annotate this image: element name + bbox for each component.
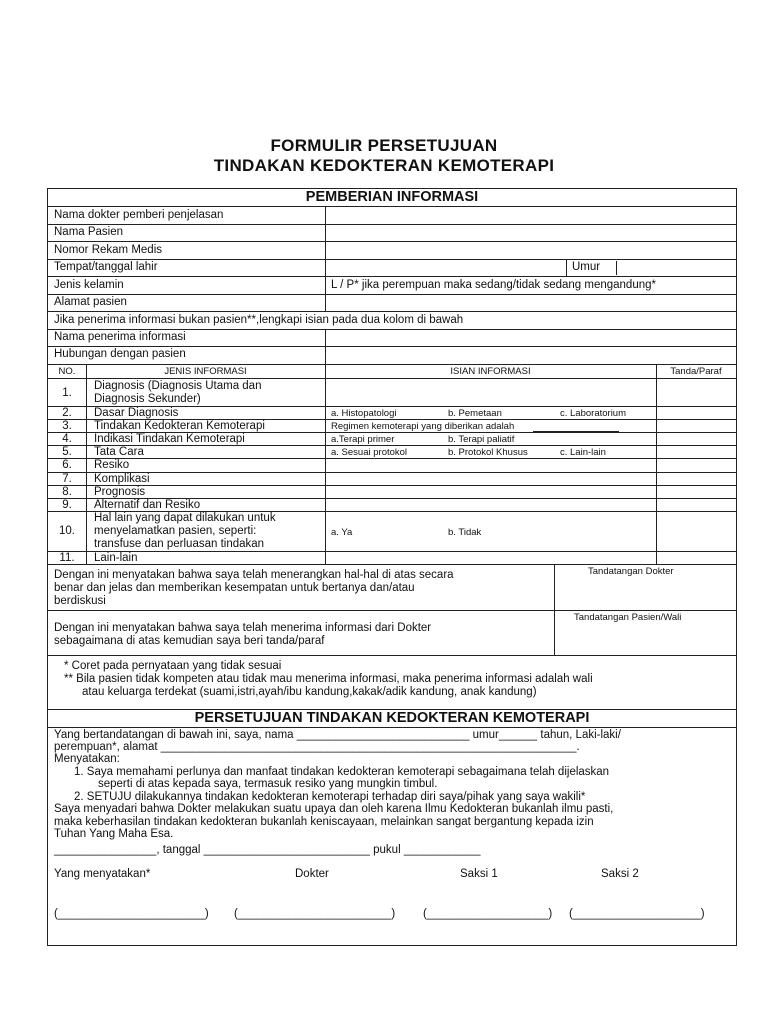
col-header-isian: ISIAN INFORMASI xyxy=(450,366,531,377)
doctor-signature-label: Tandatangan Dokter xyxy=(588,566,674,577)
consent-text: Saya menyadari bahwa Dokter melakukan suatu upaya dan oleh karena Ilmu Kedokteran bukanlah ilmu pasti, xyxy=(54,803,614,815)
table-row-jenis: Diagnosis Sekunder) xyxy=(94,393,201,405)
info-section-heading: PEMBERIAN INFORMASI xyxy=(305,189,479,205)
form-title-line2: TINDAKAN KEDOKTERAN KEMOTERAPI xyxy=(213,156,555,175)
consent-section-heading: PERSETUJUAN TINDAKAN KEDOKTERAN KEMOTERAPI xyxy=(194,710,590,726)
col-header-jenis: JENIS INFORMASI xyxy=(164,366,247,377)
table-row-no: 9. xyxy=(62,499,72,511)
field-label-birth: Tempat/tanggal lahir xyxy=(54,261,158,273)
field-label-age: Umur xyxy=(572,261,601,273)
table-row-jenis: Dasar Diagnosis xyxy=(94,407,179,419)
signature-line-witness-1: (___________________) xyxy=(423,908,553,920)
field-value-gender: L / P* jika perempuan maka sedang/tidak sedang mengandung* xyxy=(331,279,656,291)
table-row-jenis: Komplikasi xyxy=(94,473,150,485)
patient-statement: sebagaimana di atas kemudian saya beri tanda/paraf xyxy=(54,635,325,647)
table-row-jenis: Prognosis xyxy=(94,486,146,498)
table-row-jenis: Tindakan Kedokteran Kemoterapi xyxy=(94,420,265,432)
table-row-jenis: Indikasi Tindakan Kemoterapi xyxy=(94,433,245,445)
doctor-statement: Dengan ini menyatakan bahwa saya telah menerangkan hal-hal di atas secara xyxy=(54,569,454,581)
table-row-no: 3. xyxy=(62,420,72,432)
table-row-jenis: Hal lain yang dapat dilakukan untuk xyxy=(94,512,276,524)
signature-line-doctor: (________________________) xyxy=(234,908,396,920)
note-guardian-cont: atau keluarga terdekat (suami,istri,ayah/ibu kandung,kakak/adik kandung, anak kandung) xyxy=(82,686,537,698)
consent-text: seperti di atas kepada saya, termasuk resiko yang mungkin timbul. xyxy=(98,778,438,790)
doctor-statement: benar dan jelas dan memberikan kesempatan untuk bertanya dan/atau xyxy=(54,582,415,594)
field-label-receiver-note: Jika penerima informasi bukan pasien**,lengkapi isian pada dua kolom di bawah xyxy=(54,314,464,326)
patient-statement: Dengan ini menyatakan bahwa saya telah menerima informasi dari Dokter xyxy=(54,622,432,634)
signer-declarant: Yang menyatakan* xyxy=(54,868,151,880)
table-row-option: a. Sesuai protokol xyxy=(331,447,408,458)
table-row-no: 6. xyxy=(62,459,72,471)
field-label-patient-name: Nama Pasien xyxy=(54,226,124,238)
table-row-option: a. Histopatologi xyxy=(331,408,397,419)
table-row-option: b. Pemetaan xyxy=(448,408,502,419)
field-label-doctor: Nama dokter pemberi penjelasan xyxy=(54,209,224,221)
field-label-address: Alamat pasien xyxy=(54,296,127,308)
table-row-no: 1. xyxy=(62,387,72,399)
table-row-no: 4. xyxy=(62,433,72,445)
patient-signature-label: Tandatangan Pasien/Wali xyxy=(574,612,682,623)
consent-form xyxy=(47,188,737,946)
table-row-jenis: transfuse dan perluasan tindakan xyxy=(94,538,265,550)
signer-witness-1: Saksi 1 xyxy=(460,868,498,880)
table-row-no: 10. xyxy=(59,525,75,537)
note-strike: * Coret pada pernyataan yang tidak sesuai xyxy=(64,660,282,672)
table-row-option: Regimen kemoterapi yang diberikan adalah xyxy=(331,421,515,432)
table-row-option: b. Protokol Khusus xyxy=(448,447,528,458)
field-label-receiver-name: Nama penerima informasi xyxy=(54,331,186,343)
table-row-option: a. Ya xyxy=(331,527,353,538)
consent-text: Tuhan Yang Maha Esa. xyxy=(54,828,174,840)
consent-text: perempuan*, alamat _________________________________________________________________. xyxy=(54,741,580,753)
consent-text: Menyatakan: xyxy=(54,753,120,765)
col-header-tanda: Tanda/Paraf xyxy=(670,366,722,377)
signer-doctor: Dokter xyxy=(295,868,329,880)
table-row-option: c. Laboratorium xyxy=(560,408,627,419)
doctor-statement: berdiskusi xyxy=(54,595,106,607)
table-row-no: 11. xyxy=(59,552,75,564)
table-row-option: b. Tidak xyxy=(448,527,482,538)
table-row-no: 7. xyxy=(62,473,72,485)
consent-text: Yang bertandatangan di bawah ini, saya, nama ___________________________ umur______ tahun, Laki-laki/ xyxy=(54,729,621,741)
consent-date-line: ________________, tanggal __________________________ pukul ____________ xyxy=(54,844,481,856)
field-label-relationship: Hubungan dengan pasien xyxy=(54,348,186,360)
consent-text: maka keberhasilan tindakan kedokteran bukanlah keniscayaan, melainkan sangat bergantung kepada izin xyxy=(54,816,594,828)
table-row-jenis: menyelamatkan pasien, seperti: xyxy=(94,525,257,537)
table-row-no: 5. xyxy=(62,446,72,458)
table-row-jenis: Tata Cara xyxy=(94,446,144,458)
col-header-no: NO. xyxy=(58,366,76,377)
table-row-no: 2. xyxy=(62,407,72,419)
table-row-jenis: Lain-lain xyxy=(94,552,138,564)
table-row-option: a.Terapi primer xyxy=(331,434,395,445)
table-row-no: 8. xyxy=(62,486,72,498)
field-label-medical-record: Nomor Rekam Medis xyxy=(54,244,162,256)
form-title-line1: FORMULIR PERSETUJUAN xyxy=(270,136,498,155)
consent-text: 2. SETUJU dilakukannya tindakan kedokteran kemoterapi terhadap diri saya/pihak yang saya wakili* xyxy=(74,791,586,803)
field-label-gender: Jenis kelamin xyxy=(54,279,124,291)
signature-line-declarant: (_______________________) xyxy=(54,908,209,920)
signature-line-witness-2: (____________________) xyxy=(569,908,705,920)
note-guardian: ** Bila pasien tidak kompeten atau tidak mau menerima informasi, maka penerima informasi adalah wali xyxy=(64,673,593,685)
table-row-jenis: Alternatif dan Resiko xyxy=(94,499,201,511)
table-row-jenis: Resiko xyxy=(94,459,130,471)
table-row-option: c. Lain-lain xyxy=(560,447,606,458)
table-row-option: b. Terapi paliatif xyxy=(448,434,515,445)
signer-witness-2: Saksi 2 xyxy=(601,868,639,880)
table-row-jenis: Diagnosis (Diagnosis Utama dan xyxy=(94,380,262,392)
consent-text: 1. Saya memahami perlunya dan manfaat tindakan kedokteran kemoterapi sebagaimana telah dijelaskan xyxy=(74,766,610,778)
